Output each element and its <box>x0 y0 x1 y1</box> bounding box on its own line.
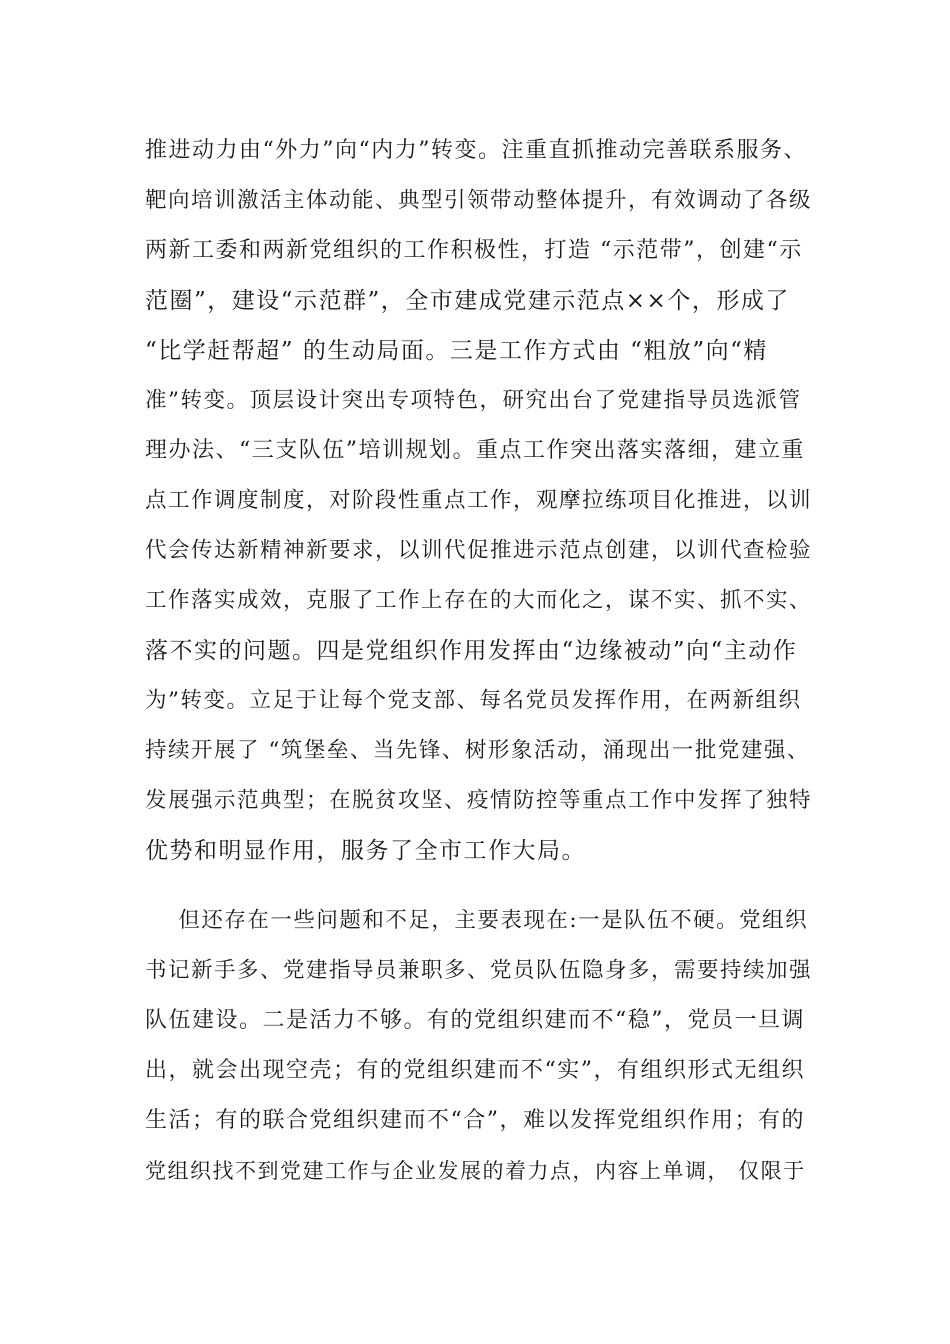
paragraph-1-line: 优势和明显作用，服务了全市工作大局。 <box>145 838 586 864</box>
paragraph-1-line: 持续开展了 “筑堡垒、当先锋、树形象活动，涌现出一批党建强、 <box>145 738 810 763</box>
paragraph-1-line: 点工作调度制度，对阶段性重点工作，观摩拉练项目化推进，以训 <box>145 488 813 513</box>
paragraph-1-line: 准”转变。顶层设计突出专项特色，研究出台了党建指导员选派管 <box>145 388 802 413</box>
paragraph-1-line: 范圈”，建设“示范群”，全市建成党建示范点××个，形成了 <box>145 288 790 314</box>
paragraph-1-line: 两新工委和两新党组织的工作积极性，打造 “示范带”，创建“示 <box>145 238 803 263</box>
paragraph-1-line: “比学赶帮超” 的生动局面。三是工作方式由 “粗放”向“精 <box>145 338 768 364</box>
paragraph-1-line: 推进动力由“外力”向“内力”转变。注重直抓推动完善联系服务、 <box>145 138 807 163</box>
paragraph-2-line: 出，就会出现空壳；有的党组织建而不“实”，有组织形式无组织 <box>145 1058 805 1083</box>
paragraph-2-line: 但还存在一些问题和不足，主要表现在:一是队伍不硬。党组织 <box>145 908 809 933</box>
paragraph-1-line: 发展强示范典型；在脱贫攻坚、疫情防控等重点工作中发挥了独特 <box>145 788 813 813</box>
paragraph-1-line: 为”转变。立足于让每个党支部、每名党员发挥作用，在两新组织 <box>145 688 802 713</box>
paragraph-1-line: 工作落实成效，克服了工作上存在的大而化之，谋不实、抓不实、 <box>145 588 813 613</box>
paragraph-1-line: 落不实的问题。四是党组织作用发挥由“边缘被动”向“主动作 <box>145 638 798 664</box>
paragraph-2-line: 队伍建设。二是活力不够。有的党组织建而不“稳”，党员一旦调 <box>145 1008 805 1033</box>
paragraph-2-line: 书记新手多、党建指导员兼职多、党员队伍隐身多，需要持续加强 <box>145 958 813 983</box>
paragraph-1-line: 靶向培训激活主体动能、典型引领带动整体提升，有效调动了各级 <box>145 188 813 213</box>
paragraph-1-line: 代会传达新精神新要求，以训代促推进示范点创建，以训代查检验 <box>145 538 813 563</box>
paragraph-2-line: 党组织找不到党建工作与企业发展的着力点，内容上单调， 仅限于 <box>145 1159 806 1183</box>
paragraph-2-line: 生活；有的联合党组织建而不“合”，难以发挥党组织作用；有的 <box>145 1108 805 1133</box>
paragraph-1-line: 理办法、“三支队伍”培训规划。重点工作突出落实落细，建立重 <box>145 438 805 463</box>
